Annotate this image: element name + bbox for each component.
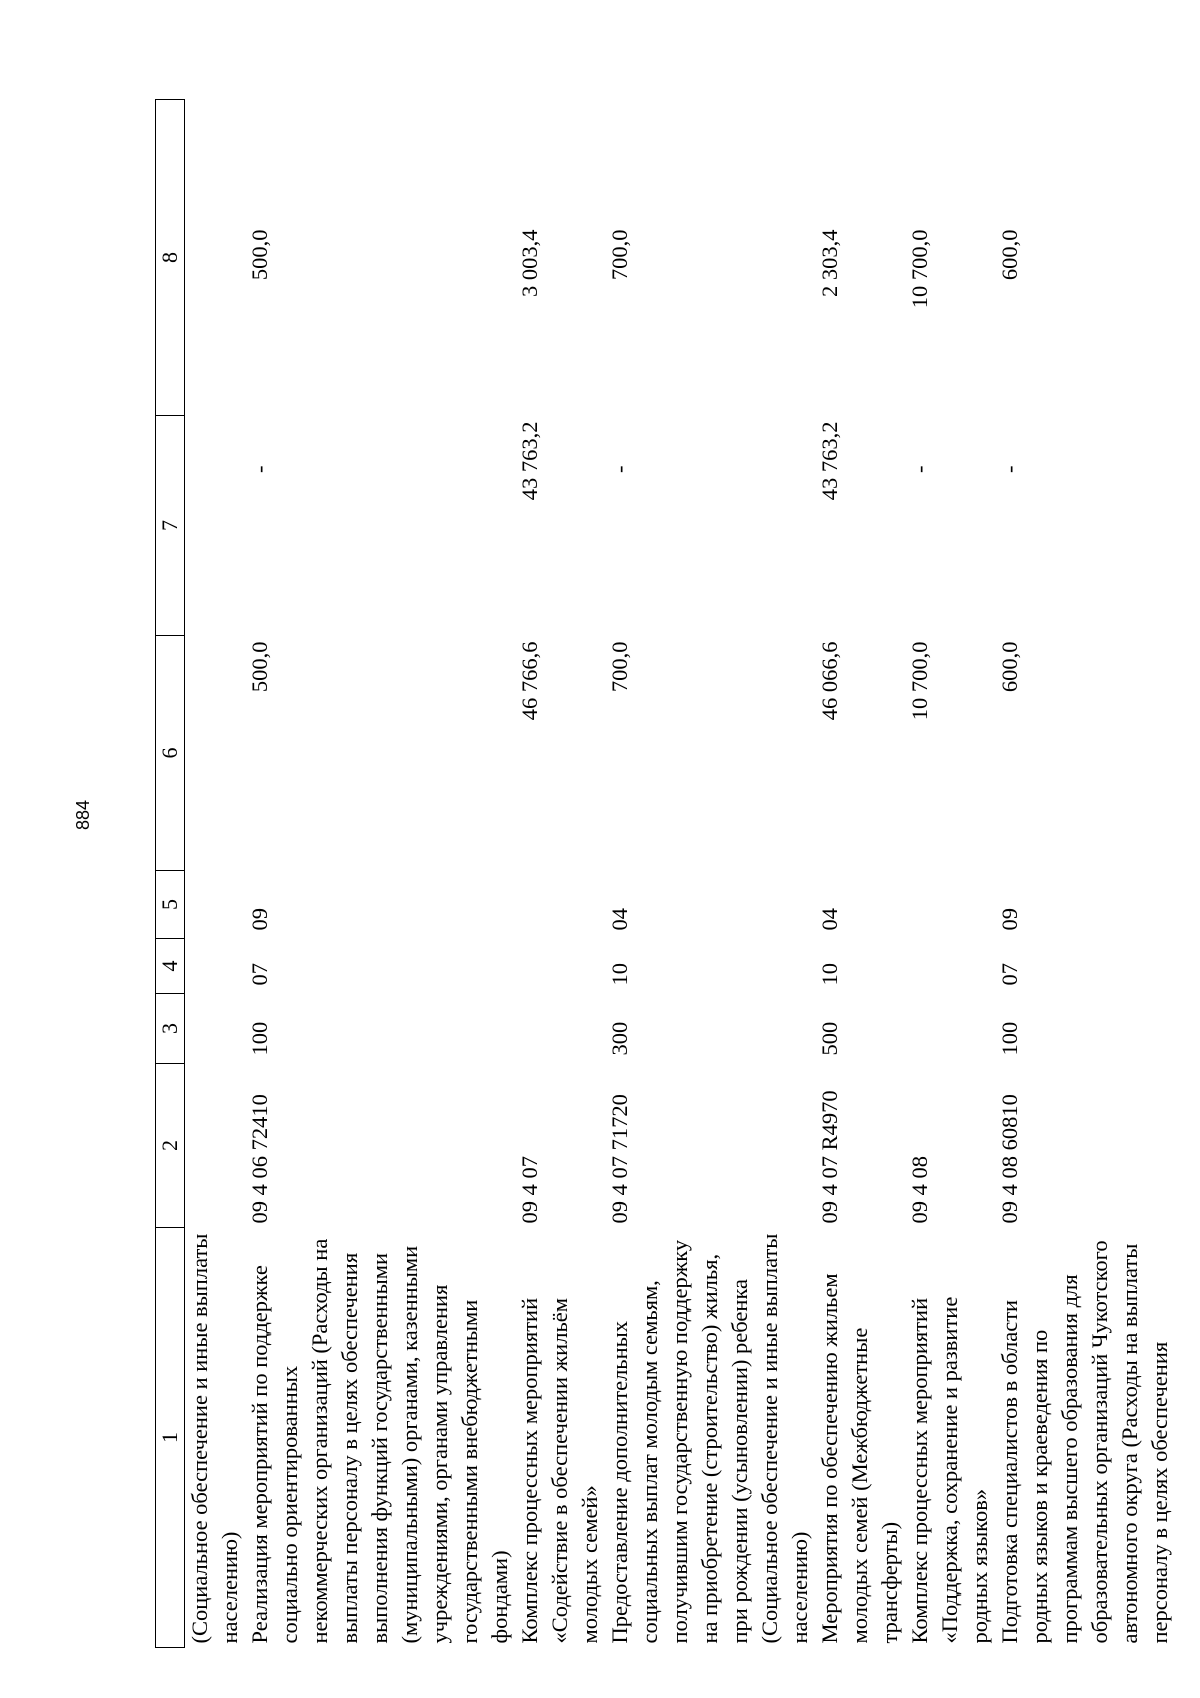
- row-code: 09 4 07 71720: [607, 1094, 632, 1224]
- row-code: 09 4 07 R4970: [817, 1090, 842, 1224]
- table-row: [185, 100, 246, 1648]
- row-c5: 04: [817, 908, 842, 931]
- page-number: 884: [73, 799, 93, 830]
- row-name: Комплекс процессных мероприятий «Поддержка, сохранение и развитие родных языков»: [907, 1296, 992, 1644]
- row-c3: 300: [607, 1021, 632, 1056]
- row-c6: 700,0: [607, 641, 632, 693]
- row-c6: [185, 636, 246, 871]
- row-name: Подготовка специалистов в области родных языков и краеведения по программам высшего образования для образовательных организаций Чукотского автономного округа (Расходы на выплаты персоналу в целях обеспечения: [997, 1240, 1172, 1644]
- row-c5: 04: [607, 908, 632, 931]
- row-c8: 700,0: [607, 229, 632, 281]
- row-c5: [905, 871, 995, 939]
- row-c4: [185, 939, 246, 994]
- row-name: Мероприятия по обеспечению жильем молодых семей (Межбюджетные трансферты): [817, 1273, 902, 1644]
- table-row: [515, 100, 605, 1648]
- row-c7: 43 763,2: [817, 421, 842, 501]
- row-c5: 09: [247, 908, 272, 931]
- rotated-page: [0, 100, 1200, 1698]
- table-row: [245, 100, 515, 1648]
- row-c5: 09: [997, 908, 1022, 931]
- row-c7: -: [997, 465, 1022, 473]
- row-c3: [905, 994, 995, 1064]
- row-c7: -: [607, 465, 632, 473]
- row-c6: 600,0: [997, 641, 1022, 693]
- row-c8: 500,0: [247, 229, 272, 281]
- row-code: 09 4 08: [907, 1156, 932, 1224]
- header-row: [156, 100, 185, 1648]
- row-name: Предоставление дополнительных социальных выплат молодым семьям, получившим государственную поддержку на приобретение (строительство) жилья, при рождении (усыновлении) ребенка (Социальное обеспечение и иные выплаты населению): [607, 1233, 812, 1644]
- row-code: 09 4 08 60810: [997, 1094, 1022, 1224]
- row-c4: 07: [247, 963, 272, 986]
- row-c5: [515, 871, 605, 939]
- table-row: [995, 100, 1175, 1648]
- row-c6: 500,0: [247, 641, 272, 693]
- table-row: [815, 100, 905, 1648]
- row-c8: 3 003,4: [517, 229, 542, 297]
- row-c3: [185, 994, 246, 1064]
- row-name: Реализация мероприятий по поддержке социально ориентированных некоммерческих организаций (Расходы на выплаты персоналу в целях обеспечения выполнения функций государственными (муниципальными) органами, казенными учреждениями, органами управления государственными внебюджетными фондами): [247, 1238, 512, 1644]
- row-c3: 100: [997, 1021, 1022, 1056]
- header-cell-5: 5: [156, 871, 185, 939]
- row-name: (Социальное обеспечение и иные выплаты населению): [187, 1233, 242, 1644]
- row-c4: 07: [997, 963, 1022, 986]
- header-cell-6: 6: [156, 636, 185, 871]
- row-c6: 46 766,6: [517, 641, 542, 721]
- row-code: 09 4 06 72410: [247, 1094, 272, 1224]
- table-row: [905, 100, 995, 1648]
- header-cell-3: 3: [156, 994, 185, 1064]
- header-cell-7: 7: [156, 416, 185, 636]
- row-c4: 10: [817, 963, 842, 986]
- row-c6: 46 066,6: [817, 641, 842, 721]
- row-c6: 10 700,0: [907, 641, 932, 721]
- row-c4: [515, 939, 605, 994]
- row-c7: -: [247, 465, 272, 473]
- row-c8: 2 303,4: [817, 229, 842, 297]
- row-c3: 100: [247, 1021, 272, 1056]
- row-c4: [905, 939, 995, 994]
- row-c8: [185, 100, 246, 416]
- row-c8: 600,0: [997, 229, 1022, 281]
- row-name: Комплекс процессных мероприятий «Содействие в обеспечении жильём молодых семей»: [517, 1297, 602, 1644]
- row-c3: 500: [817, 1021, 842, 1056]
- budget-table: [155, 99, 1175, 1648]
- row-c7: 43 763,2: [517, 421, 542, 501]
- table-row: [605, 100, 815, 1648]
- row-c4: 10: [607, 963, 632, 986]
- header-cell-4: 4: [156, 939, 185, 994]
- header-cell-2: 2: [156, 1064, 185, 1228]
- header-cell-1: 1: [156, 1228, 185, 1648]
- row-c5: [185, 871, 246, 939]
- row-c3: [515, 994, 605, 1064]
- row-c7: [185, 416, 246, 636]
- row-c8: 10 700,0: [907, 229, 932, 309]
- row-code: 09 4 07: [517, 1156, 542, 1224]
- row-c7: -: [907, 465, 932, 473]
- header-cell-8: 8: [156, 100, 185, 416]
- row-code: [185, 1064, 246, 1228]
